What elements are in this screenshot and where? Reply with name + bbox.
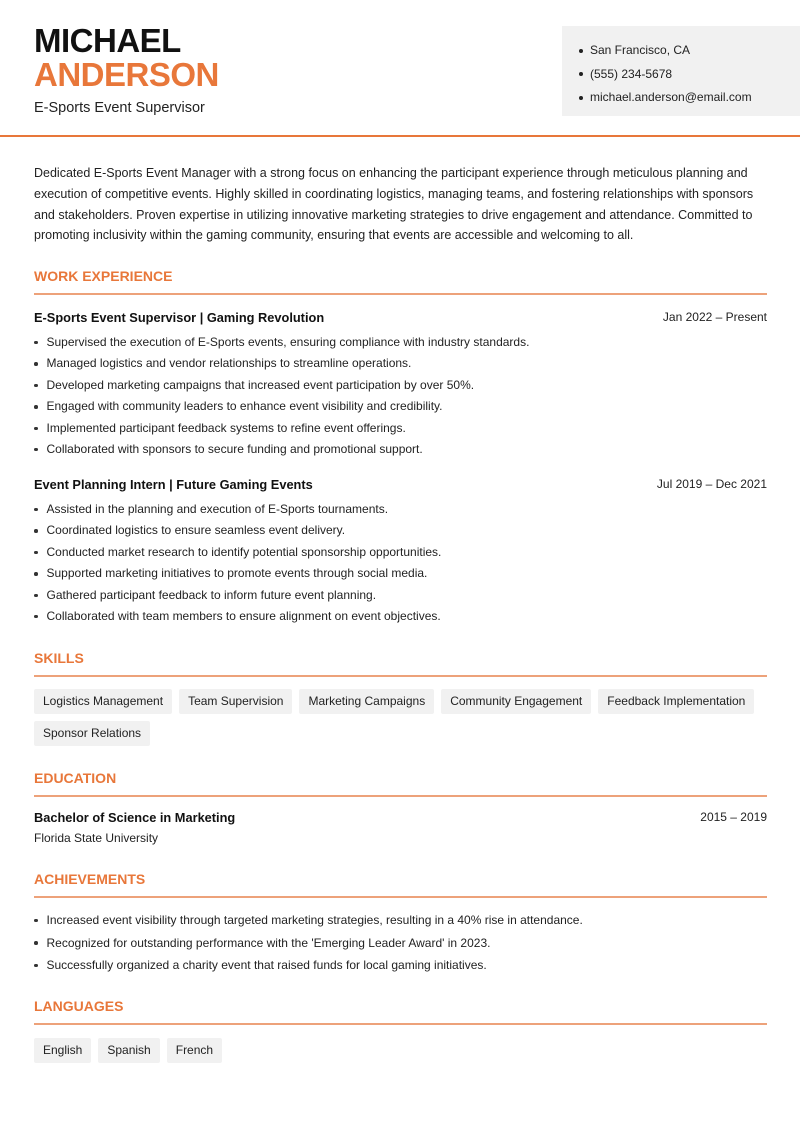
list-item [34,418,767,439]
bullet-text: Increased event visibility through targeted marketing strategies, resulting in a 40% rise in attendance. [46,913,583,927]
bullet-icon [34,341,38,345]
contact-box [562,26,800,116]
bullet-text: Conducted market research to identify potential sponsorship opportunities. [46,544,442,559]
list-item [34,954,767,977]
degree: Bachelor of Science in Marketing [34,810,236,825]
bullet-icon [579,96,583,100]
education-years: 2015 – 2019 [700,810,767,824]
bullet-icon [34,941,38,945]
location-text: San Francisco, CA [590,43,691,57]
section-divider [34,293,767,295]
skill-tag: Logistics Management [34,689,172,714]
profile-summary: Dedicated E-Sports Event Manager with a strong focus on enhancing the participant experience through meticulous planning and execution of competitive events. Highly skilled in coordinating logistics, managing teams, and fostering relationships with sponsors and stakeholders. Proven expertise in utilizing innovative marketing strategies to drive engagement and attendance. Committed to promoting inclusivity within the gaming community, ensuring that events are accessible and welcoming to all. [34,166,754,243]
bullet-icon [34,572,38,576]
email-text: michael.anderson@email.com [590,90,752,104]
bullet-icon [34,594,38,598]
section-divider [34,1023,767,1025]
job-title: E-Sports Event Supervisor | Gaming Revolution [34,309,325,325]
bullet-icon [579,72,583,76]
first-name: MICHAEL [34,22,181,59]
section-divider [34,675,767,677]
bullet-text: Engaged with community leaders to enhance event visibility and credibility. [46,399,443,414]
skill-tag: Feedback Implementation [598,689,754,714]
list-item [34,353,767,374]
list-item [34,499,767,520]
bullet-text: Recognized for outstanding performance with the 'Emerging Leader Award' in 2023. [46,935,491,950]
skill-tag: Team Supervision [179,689,292,714]
list-item [34,396,767,417]
bullet-text: Coordinated logistics to ensure seamless event delivery. [46,523,346,538]
bullet-icon [34,964,38,968]
language-tag: English [34,1038,91,1063]
skill-tag: Sponsor Relations [34,721,150,746]
job-title: E-Sports Event Supervisor [34,100,205,116]
bullet-icon [34,551,38,555]
skills-list [34,689,774,753]
section-divider [34,896,767,898]
job-bullets [34,499,767,627]
bullet-text: Implemented participant feedback systems to refine event offerings. [46,420,406,435]
job-header [34,475,767,493]
list-item [34,909,767,932]
achievements-list [34,909,767,977]
bullet-icon [34,919,38,923]
language-tag: Spanish [98,1038,159,1063]
last-name: ANDERSON [34,56,219,93]
bullet-text: Gathered participant feedback to inform future event planning. [46,587,377,602]
achievements-heading: ACHIEVEMENTS [34,871,146,887]
bullet-icon [579,49,583,53]
list-item [34,375,767,396]
list-item [34,563,767,584]
bullet-icon [34,384,38,388]
contact-phone [579,63,800,87]
list-item [34,542,767,563]
bullet-icon [34,615,38,619]
bullet-text: Collaborated with sponsors to secure funding and promotional support. [46,442,423,457]
bullet-icon [34,405,38,409]
bullet-icon [34,529,38,533]
bullet-text: Collaborated with team members to ensure alignment on event objectives. [46,609,441,624]
job-header [34,308,767,326]
languages-list [34,1038,774,1070]
contact-email [579,86,800,110]
bullet-text: Managed logistics and vendor relationships to streamline operations. [46,356,412,371]
bullet-text: Supported marketing initiatives to promote events through social media. [46,566,428,581]
bullet-icon [34,362,38,366]
bullet-text: Developed marketing campaigns that increased event participation by over 50%. [46,377,475,392]
language-tag: French [167,1038,222,1063]
list-item [34,585,767,606]
skill-tag: Marketing Campaigns [299,689,434,714]
bullet-icon [34,448,38,452]
job-title: Event Planning Intern | Future Gaming Events [34,476,313,492]
bullet-text: Assisted in the planning and execution of E-Sports tournaments. [46,502,389,516]
list-item [34,520,767,541]
phone-text: (555) 234-5678 [590,66,673,81]
job-bullets [34,332,767,460]
skill-tag: Community Engagement [441,689,591,714]
bullet-icon [34,508,38,512]
list-item [34,332,767,353]
school-name: Florida State University [34,831,159,845]
education-heading: EDUCATION [34,770,117,786]
list-item [34,439,767,460]
resume-header [0,0,800,137]
header-divider [0,135,800,137]
list-item [34,606,767,627]
list-item [34,932,767,955]
bullet-text: Supervised the execution of E-Sports events, ensuring compliance with industry standards. [46,335,530,349]
skills-heading: SKILLS [34,650,84,666]
bullet-text: Successfully organized a charity event that raised funds for local gaming initiatives. [46,958,487,973]
job-dates: Jul 2019 – Dec 2021 [656,477,767,491]
languages-heading: LANGUAGES [34,998,124,1014]
bullet-icon [34,427,38,431]
education-header [34,810,767,825]
contact-location [579,39,800,63]
job-dates: Jan 2022 – Present [662,310,767,324]
work-experience-heading: WORK EXPERIENCE [34,268,173,284]
section-divider [34,795,767,797]
